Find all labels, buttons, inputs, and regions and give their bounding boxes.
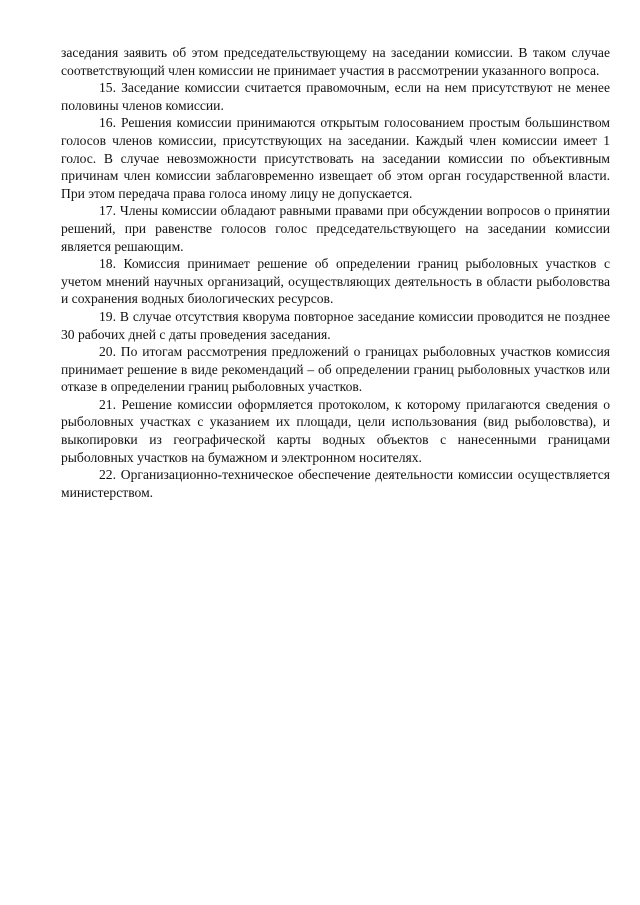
paragraph-21: 21. Решение комиссии оформляется протоколом, к которому прилагаются сведения о рыболовных участках с указанием их площади, цели использования (вид рыболовства), и выкопировки из географической карты водных объектов с нанесенными границами рыболовных участков на бумажном и электронном носителях. [61, 396, 610, 465]
paragraph-continuation: заседания заявить об этом председательствующему на заседании комиссии. В таком случае соответствующий член комиссии не принимает участия в рассмотрении указанного вопроса. [61, 45, 610, 78]
paragraph-19: 19. В случае отсутствия кворума повторное заседание комиссии проводится не позднее 30 рабочих дней с даты проведения заседания. [61, 308, 610, 342]
paragraph-20: 20. По итогам рассмотрения предложений о границах рыболовных участков комиссия принимает решение в виде рекомендаций – об определении границ рыболовных участков или отказе в определении границ рыболовных участков. [61, 344, 610, 395]
document-page [61, 44, 610, 501]
paragraph-16: 16. Решения комиссии принимаются открытым голосованием простым большинством голосов членов комиссии, присутствующих на заседании. Каждый член комиссии имеет 1 голос. В случае невозможности присутствовать на заседании комиссии по объективным причинам член комиссии заблаговременно извещает об этом орган государственной власти. При этом передача права голоса иному лицу не допускается. [61, 115, 610, 201]
paragraph-22: 22. Организационно-техническое обеспечение деятельности комиссии осуществляется министерством. [61, 467, 610, 500]
paragraph-17: 17. Члены комиссии обладают равными правами при обсуждении вопросов о принятии решений, при равенстве голосов голос председательствующего на заседании комиссии является решающим. [61, 203, 610, 254]
paragraph-15: 15. Заседание комиссии считается правомочным, если на нем присутствуют не менее половины членов комиссии. [61, 80, 610, 113]
paragraph-18: 18. Комиссия принимает решение об определении границ рыболовных участков с учетом мнений научных организаций, осуществляющих деятельность в области рыболовства и сохранения водных биологических ресурсов. [61, 256, 610, 307]
